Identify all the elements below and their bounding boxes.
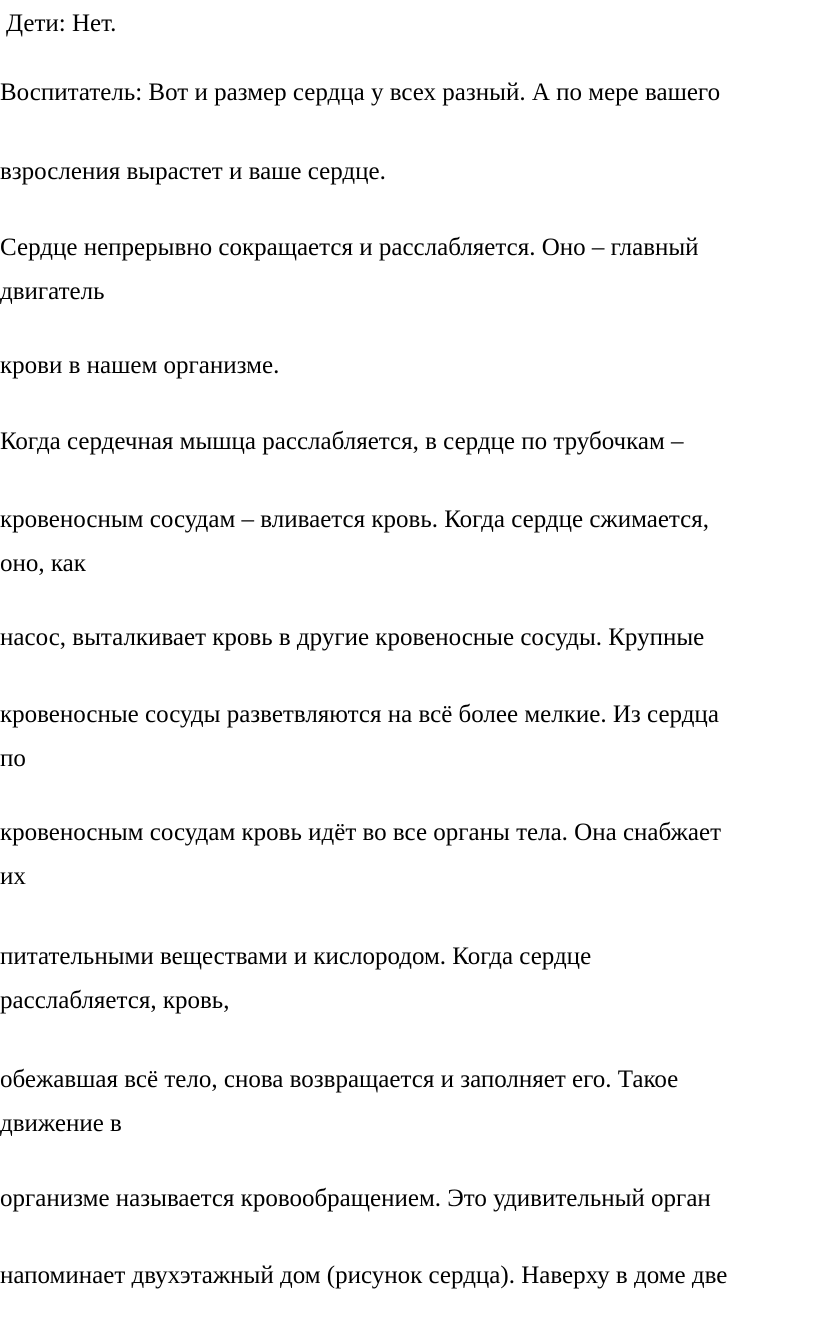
paragraph-4 — [0, 226, 810, 314]
text-line: организме называется кровообращением. Это удивительный орган — [0, 1185, 711, 1212]
text-line: двигатель — [0, 278, 105, 305]
text-line: обежавшая всё тело, снова возвращается и заполняет его. Такое — [0, 1066, 679, 1093]
paragraph-6 — [0, 420, 810, 464]
text-line: расслабляется, кровь, — [0, 987, 230, 1014]
paragraph-12 — [0, 1058, 810, 1146]
paragraph-10 — [0, 811, 810, 899]
text-line: напоминает двухэтажный дом (рисунок сердца). Наверху в доме две — [0, 1262, 728, 1289]
text-line: Сердце непрерывно сокращается и расслабляется. Оно – главный — [0, 234, 699, 261]
text-line: крови в нашем организме. — [0, 352, 280, 379]
text-line: питательными веществами и кислородом. Когда сердце — [0, 943, 592, 970]
text-line: взросления вырастет и ваше сердце. — [0, 158, 386, 185]
text-line: кровеносные сосуды разветвляются на всё более мелкие. Из сердца — [0, 701, 719, 728]
paragraph-8 — [0, 616, 810, 660]
paragraph-1 — [6, 2, 816, 46]
paragraph-14 — [0, 1254, 810, 1298]
paragraph-11 — [0, 935, 810, 1023]
paragraph-5 — [0, 344, 810, 388]
paragraph-13 — [0, 1177, 810, 1221]
text-line: Дети: Нет. — [6, 10, 117, 37]
paragraph-9 — [0, 693, 810, 781]
text-line: кровеносным сосудам кровь идёт во все органы тела. Она снабжает — [0, 819, 722, 846]
text-line: Воспитатель: Вот и размер сердца у всех разный. А по мере вашего — [0, 79, 721, 106]
paragraph-2 — [0, 71, 810, 115]
text-line: оно, как — [0, 550, 86, 577]
text-line: Когда сердечная мышца расслабляется, в сердце по трубочкам – — [0, 428, 684, 455]
text-line: кровеносным сосудам – вливается кровь. Когда сердце сжимается, — [0, 506, 709, 533]
text-line: движение в — [0, 1110, 122, 1137]
text-line: по — [0, 745, 26, 772]
text-line: их — [0, 863, 26, 890]
paragraph-7 — [0, 498, 810, 586]
paragraph-3 — [0, 150, 810, 194]
text-line: насос, выталкивает кровь в другие кровеносные сосуды. Крупные — [0, 624, 705, 651]
